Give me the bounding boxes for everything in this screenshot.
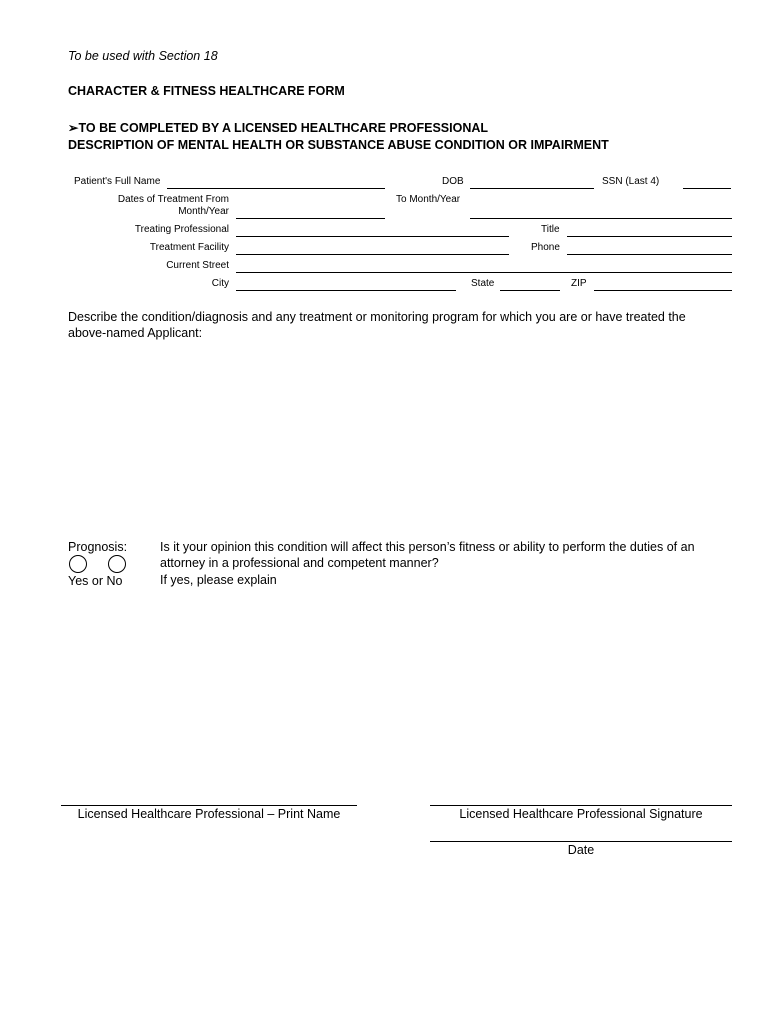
prognosis-question-1: Is it your opinion this condition will affect this person’s fitness or ability to perform the duties of an [160,540,695,554]
dob-field[interactable] [470,188,594,189]
title-field[interactable] [567,236,732,237]
ssn-field[interactable] [683,188,731,189]
patient-name-label: Patient's Full Name [74,176,161,187]
state-label: State [471,278,495,289]
treatment-facility-label: Treatment Facility [149,242,229,253]
zip-field[interactable] [594,290,732,291]
form-title: CHARACTER & FITNESS HEALTHCARE FORM [68,84,345,98]
to-month-year-label: To Month/Year [396,194,461,205]
describe-response-area[interactable] [68,345,732,530]
print-name-field[interactable] [61,805,357,806]
prognosis-question-2: attorney in a professional and competent manner? [160,556,439,570]
current-street-label: Current Street [166,260,229,271]
yes-no-label: Yes or No [68,574,123,588]
prognosis-explain: If yes, please explain [160,573,277,587]
dates-from-label-2: Month/Year [178,206,229,217]
treating-professional-field[interactable] [236,236,509,237]
arrow-icon: ➢ [68,121,79,135]
patient-name-field[interactable] [167,188,385,189]
signature-label: Licensed Healthcare Professional Signature [459,807,703,821]
title-label: Title [541,224,560,235]
prognosis-no-radio[interactable] [108,555,126,573]
section-note: To be used with Section 18 [68,49,218,63]
city-field[interactable] [236,290,456,291]
describe-line-1: Describe the condition/diagnosis and any treatment or monitoring program for which you are or have treated the [68,310,686,324]
to-month-year-field[interactable] [470,218,732,219]
print-name-label: Licensed Healthcare Professional – Print Name [77,807,341,821]
instruction-text: TO BE COMPLETED BY A LICENSED HEALTHCARE PROFESSIONAL [78,121,489,135]
city-label: City [211,278,229,289]
treating-professional-label: Treating Professional [134,224,229,235]
treatment-facility-field[interactable] [236,254,509,255]
prognosis-yes-radio[interactable] [69,555,87,573]
dob-label: DOB [442,176,464,187]
instruction-line [68,120,488,135]
date-label: Date [567,843,595,857]
phone-label: Phone [531,242,560,253]
dates-from-field[interactable] [236,218,385,219]
phone-field[interactable] [567,254,732,255]
date-field[interactable] [430,841,732,842]
explain-response-area[interactable] [160,592,732,792]
zip-label: ZIP [571,278,587,289]
describe-line-2: above-named Applicant: [68,326,203,340]
dates-from-label-1: Dates of Treatment From [117,194,229,205]
form-subtitle: DESCRIPTION OF MENTAL HEALTH OR SUBSTANCE ABUSE CONDITION OR IMPAIRMENT [68,138,609,152]
current-street-field[interactable] [236,272,732,273]
signature-field[interactable] [430,805,732,806]
prognosis-label: Prognosis: [68,540,128,554]
ssn-label: SSN (Last 4) [602,176,660,187]
state-field[interactable] [500,290,560,291]
